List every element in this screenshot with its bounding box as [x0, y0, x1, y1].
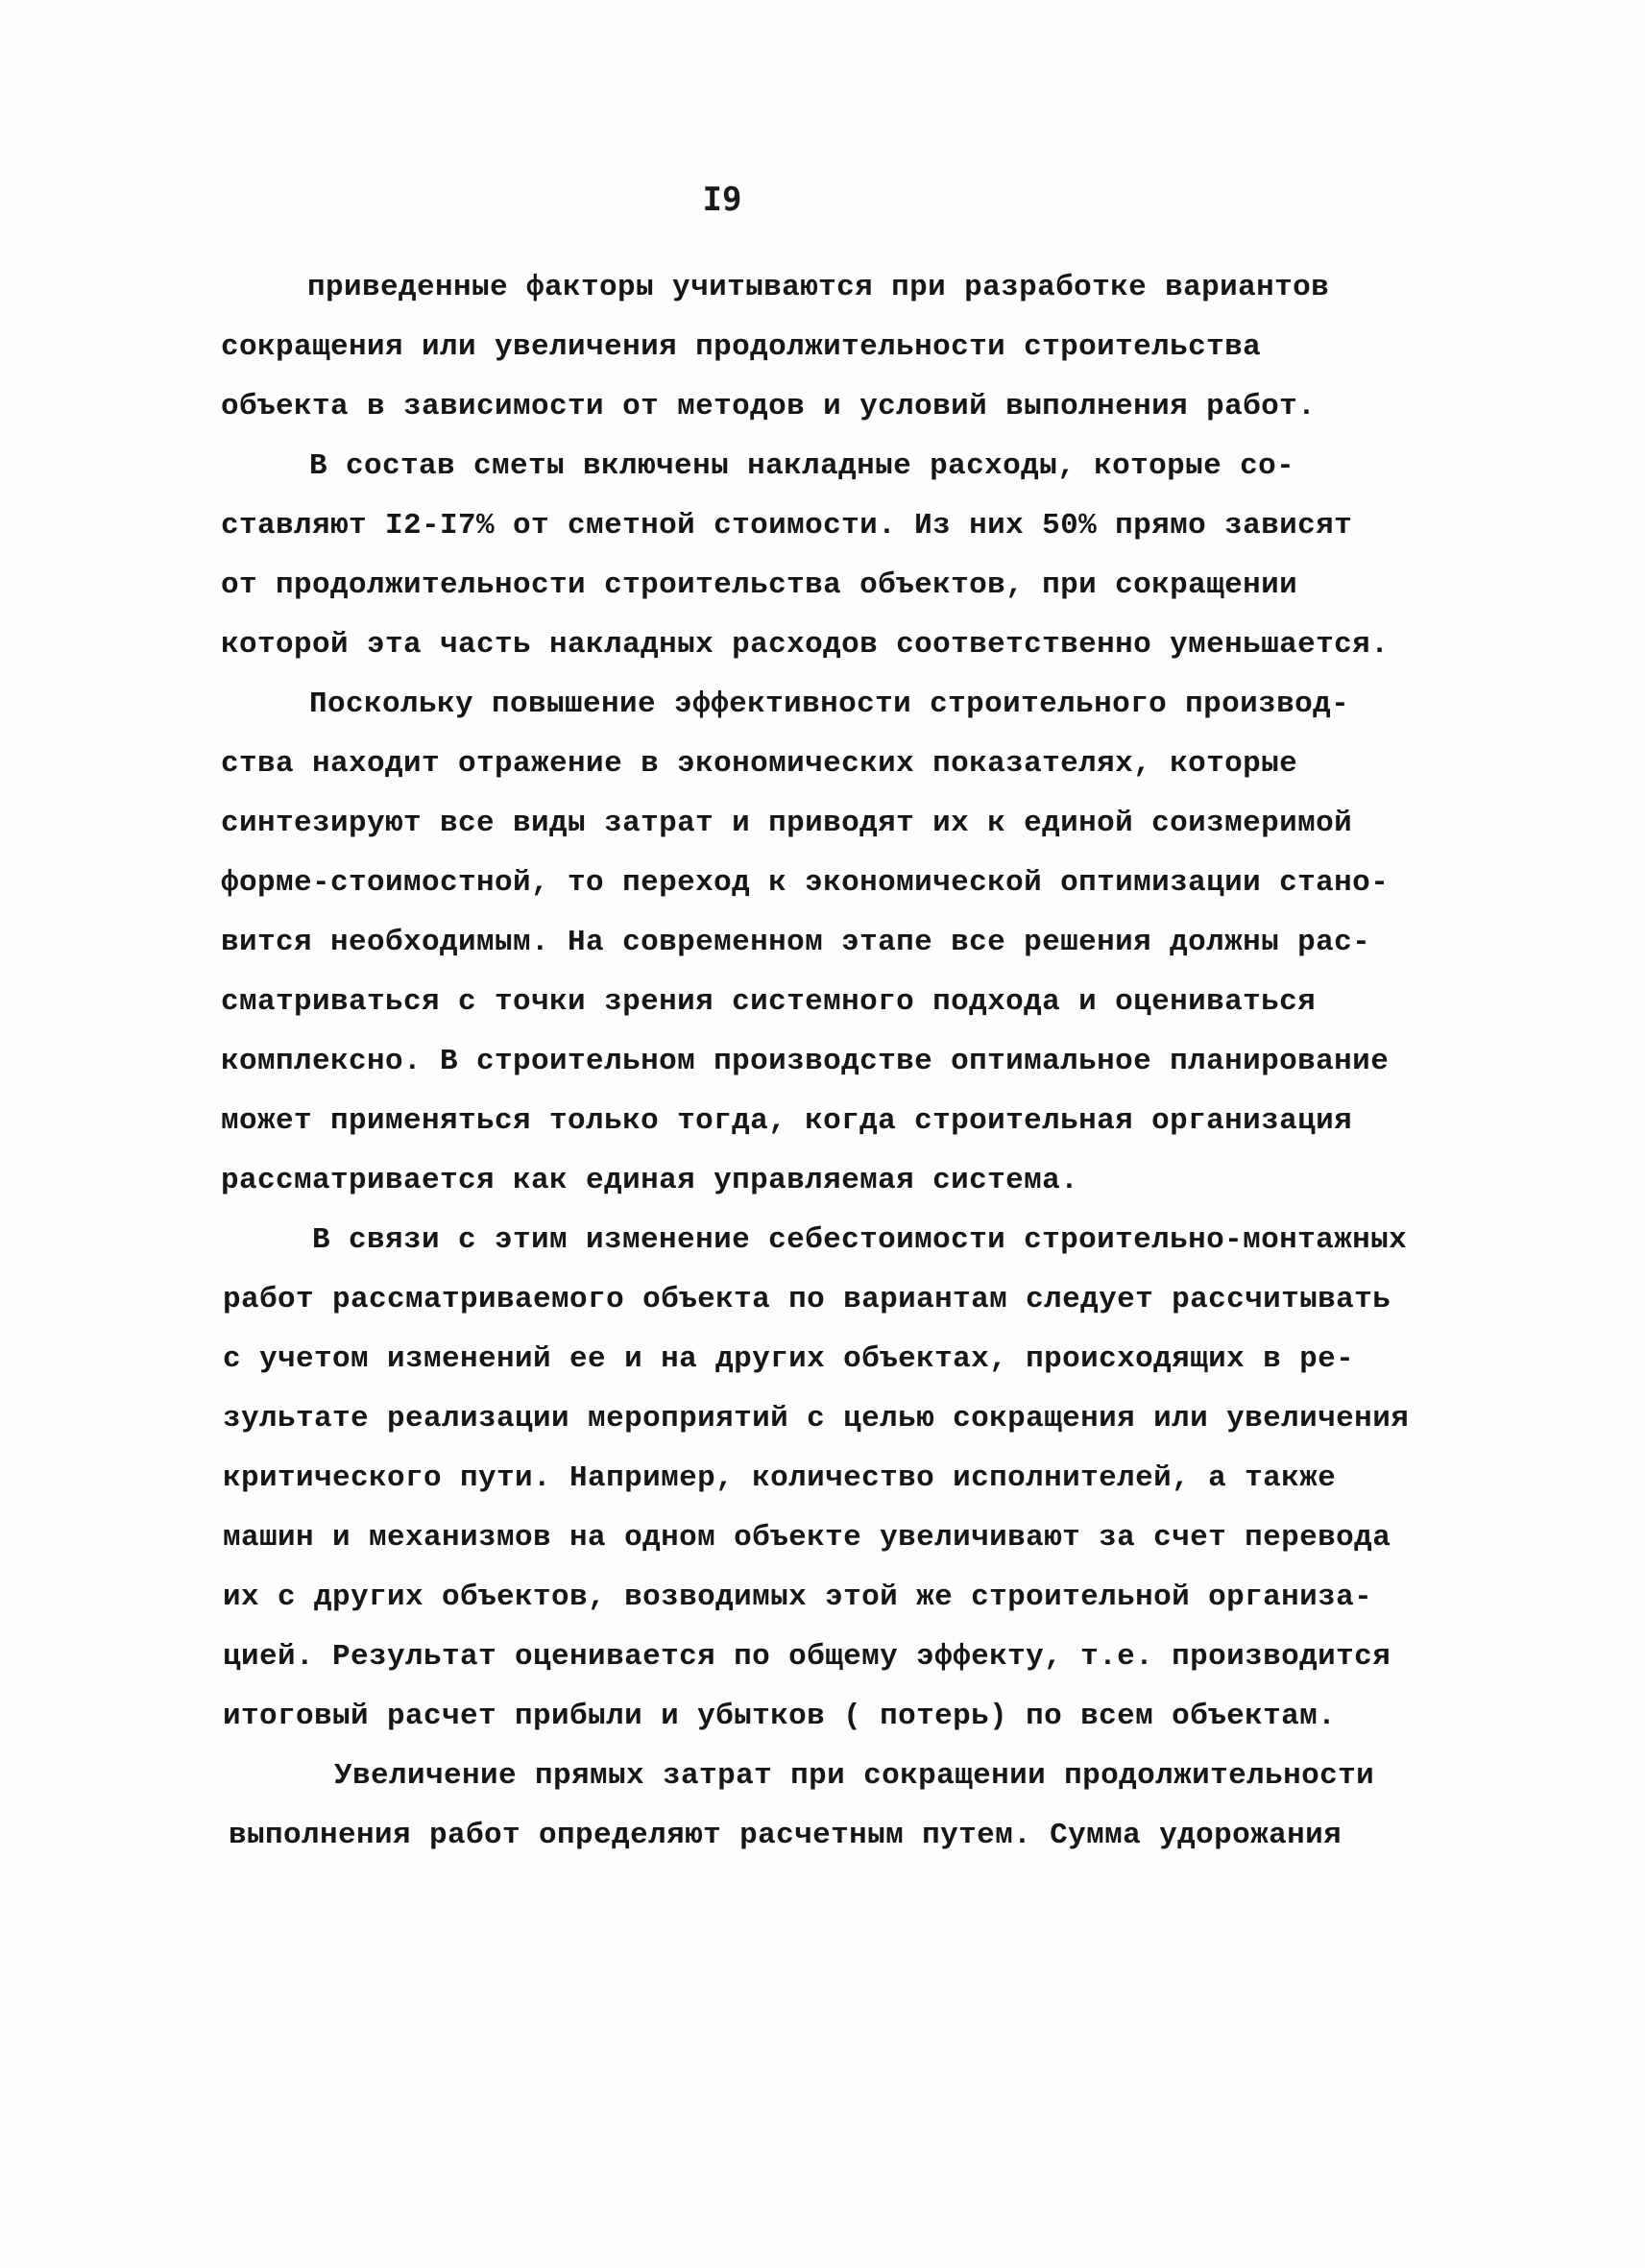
- text-line: может применяться только тогда, когда строительная организация: [221, 1104, 1353, 1138]
- text-line: ставляют I2-I7% от сметной стоимости. Из них 50% прямо зависят: [221, 509, 1353, 543]
- text-line: сматриваться с точки зрения системного подхода и оцениваться: [221, 985, 1317, 1019]
- text-line: форме-стоимостной, то переход к экономической оптимизации стано-: [221, 866, 1390, 900]
- text-line: Поскольку повышение эффективности строительного производ-: [309, 688, 1350, 721]
- text-line: их с других объектов, возводимых этой же строительной организа-: [223, 1580, 1373, 1614]
- text-line: с учетом изменений ее и на других объектах, происходящих в ре-: [223, 1342, 1355, 1376]
- text-line: машин и механизмов на одном объекте увеличивают за счет перевода: [223, 1521, 1391, 1555]
- text-line: сокращения или увеличения продолжительности строительства: [221, 330, 1262, 364]
- text-line: В состав сметы включены накладные расходы, которые со-: [309, 449, 1295, 483]
- text-line: критического пути. Например, количество исполнителей, а также: [223, 1461, 1337, 1495]
- text-line: комплексно. В строительном производстве оптимальное планирование: [221, 1045, 1390, 1078]
- text-line: зультате реализации мероприятий с целью сокращения или увеличения: [223, 1402, 1410, 1436]
- text-line: рассматривается как единая управляемая система.: [221, 1164, 1079, 1197]
- text-line: объекта в зависимости от методов и условий выполнения работ.: [221, 390, 1317, 423]
- text-line: которой эта часть накладных расходов соответственно уменьшается.: [221, 628, 1390, 662]
- text-line: приведенные факторы учитываются при разработке вариантов: [307, 271, 1330, 304]
- text-line: ства находит отражение в экономических показателях, которые: [221, 747, 1298, 781]
- text-line: В связи с этим изменение себестоимости строительно-монтажных: [312, 1223, 1408, 1257]
- page-number: I9: [702, 181, 742, 219]
- text-line: вится необходимым. На современном этапе все решения должны рас-: [221, 926, 1371, 959]
- text-line: выполнения работ определяют расчетным путем. Сумма удорожания: [229, 1819, 1343, 1852]
- text-line: работ рассматриваемого объекта по вариантам следует рассчитывать: [223, 1283, 1391, 1316]
- text-line: синтезируют все виды затрат и приводят их к единой соизмеримой: [221, 807, 1353, 840]
- text-line: итоговый расчет прибыли и убытков ( потерь) по всем объектам.: [223, 1700, 1337, 1733]
- text-line: цией. Результат оценивается по общему эффекту, т.е. производится: [223, 1640, 1391, 1674]
- text-line: Увеличение прямых затрат при сокращении продолжительности: [334, 1759, 1375, 1793]
- text-line: от продолжительности строительства объектов, при сокращении: [221, 568, 1298, 602]
